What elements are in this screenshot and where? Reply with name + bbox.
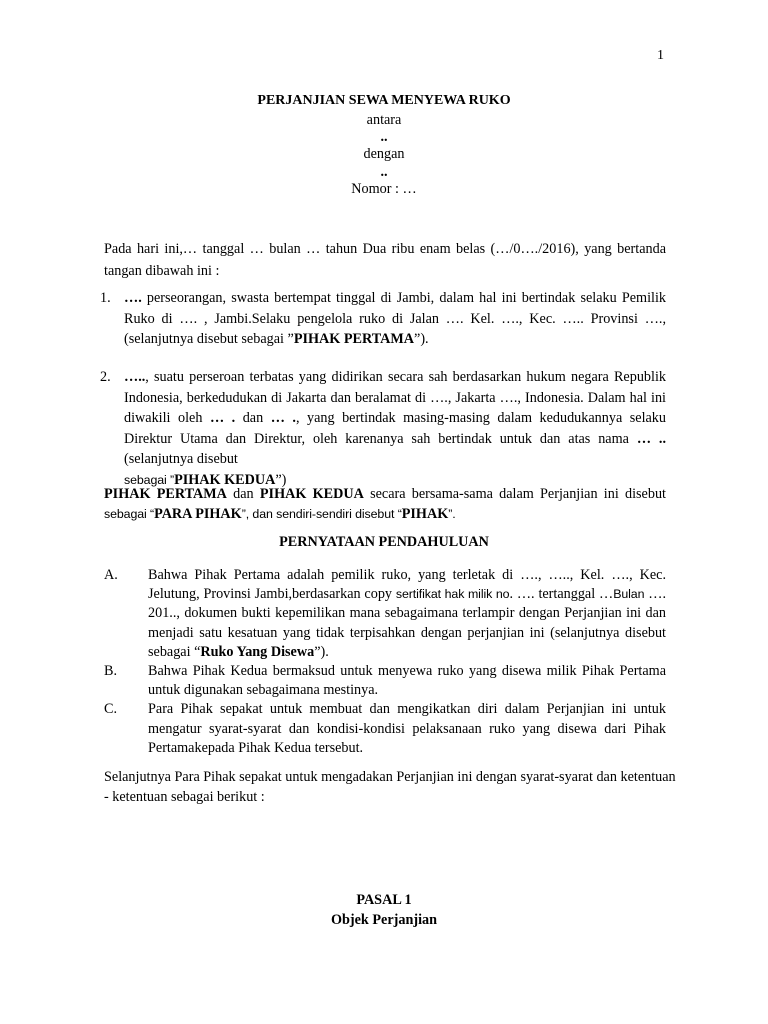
party-1-role: PIHAK PERTAMA (293, 331, 415, 347)
header-party-placeholder-1: .. (380, 129, 388, 145)
recital-a-part-1: Bahwa Pihak Pertama adalah pemilik ruko, yang terletak di …., ….., Kel. …., Kec. Jelutung, Provinsi Jambi,berdasarkan copy (148, 567, 666, 603)
header-nomor: Nomor : … (351, 180, 417, 197)
intro-paragraph (104, 238, 666, 282)
recital-item-a (104, 566, 666, 662)
para-pihak-line-1 (104, 484, 666, 504)
header-dengan: dengan (363, 146, 405, 162)
party-2-rep-2: … . (270, 410, 296, 426)
party-2-description-b: , yang bertindak masing-masing dalam kedudukannya selaku Direktur Utama dan Direktur, oleh karenanya sah bertindak untuk dan atas nama (124, 410, 666, 447)
party-2-rep-1: … . (209, 410, 236, 426)
recital-list (104, 566, 666, 758)
party-number-2: 2. (100, 369, 111, 385)
intro-line-2: tangan dibawah ini : (104, 263, 220, 279)
intro-line-1: Pada hari ini,… tanggal … bulan … tahun Dua ribu enam belas (…/0…./2016), yang bertanda (104, 241, 666, 257)
document-header (0, 92, 768, 198)
para-pihak-kedua: PIHAK KEDUA (259, 486, 364, 502)
header-party-placeholder-2: .. (380, 163, 388, 180)
para-pihak-line-2 (104, 504, 666, 524)
party-2-description: , suatu perseroan terbatas yang didirikan secara sah berdasarkan hukum negara Republik Indonesia, berkedudukan di Jakarta dan beralamat di …., Jakarta …., Indonesia. Dalam hal ini diwakili oleh (124, 369, 666, 426)
recital-item-b (104, 662, 666, 700)
party-2-rep-3: … .. (636, 430, 666, 447)
pasal-heading (0, 890, 768, 930)
pasal-title: Objek Perjanjian (330, 912, 437, 928)
recital-a-part-3: …. 201.., dokumen bukti kepemilikan mana sebagaimana terlampir dengan Perjanjian ini dan menjadi satu kesatuan yang tidak terpisahkan dengan perjanjian ini (selanjutnya disebut sebagai “ (148, 586, 666, 660)
header-antara: antara (366, 111, 402, 128)
para-pihak-text: secara bersama-sama dalam Perjanjian ini disebut (363, 486, 666, 502)
party-2-description-c: (selanjutnya disebut (124, 451, 238, 467)
party-text-1 (124, 288, 666, 350)
recital-a-ruko: Ruko Yang Disewa (200, 643, 315, 660)
para-pihak-label: PARA PIHAK (154, 506, 242, 522)
party-2-and: dan (235, 410, 271, 426)
para-pihak-close: ”. (448, 507, 456, 521)
pihak-label: PIHAK (401, 506, 449, 522)
recital-a-close: ”). (314, 643, 329, 660)
recital-label-b: B. (104, 663, 118, 680)
para-pihak-pertama: PIHAK PERTAMA (104, 486, 227, 502)
party-1-close: ”). (414, 331, 429, 347)
pernyataan-title: PERNYATAAN PENDAHULUAN (279, 534, 489, 550)
party-number-1: 1. (100, 290, 111, 306)
recital-label-a: A. (104, 567, 118, 583)
recital-a-part-2: . …. tertanggal … (509, 586, 614, 603)
closing-line-2: - ketentuan sebagai berikut : (104, 789, 265, 805)
party-item-2 (100, 367, 666, 490)
closing-line-1: Selanjutnya Para Pihak sepakat untuk mengadakan Perjanjian ini dengan syarat-syarat dan ketentuan (104, 769, 676, 785)
party-item-1 (100, 288, 666, 350)
party-text-2 (124, 367, 666, 490)
recital-a-bulan: Bulan (613, 587, 645, 602)
recital-label-c: C. (104, 701, 118, 718)
para-pihak-paragraph (104, 484, 666, 524)
pasal-number: PASAL 1 (356, 892, 412, 908)
document-title: PERJANJIAN SEWA MENYEWA RUKO (257, 93, 511, 108)
para-pihak-sebagai: sebagai “ (104, 507, 155, 521)
party-2-sebagai: sebagai ” (124, 472, 175, 487)
recital-item-c (104, 700, 666, 758)
party-1-name: …. (124, 290, 147, 306)
recital-text-a (148, 566, 666, 662)
recital-text-c: Para Pihak sepakat untuk membuat dan mengikatkan diri dalam Perjanjian ini untuk mengatur syarat-syarat dan kondisi-kondisi pelaksanaan ruko yang disewa dari Pihak Pertamakepada Pihak Kedua tersebut. (148, 701, 666, 756)
para-pihak-sendiri: ”, dan sendiri-sendiri disebut “ (241, 507, 402, 521)
recital-a-sertifikat: sertifikat hak milik no (395, 587, 510, 602)
party-2-role: PIHAK KEDUA (174, 471, 276, 488)
page-number: 1 (657, 48, 664, 63)
para-pihak-and: dan (226, 486, 260, 502)
closing-paragraph (104, 767, 676, 807)
recital-text-b: Bahwa Pihak Kedua bermaksud untuk menyewa ruko yang disewa milik Pihak Pertama untuk digunakan sebagaimana mestinya. (148, 663, 666, 699)
party-1-description: perseorangan, swasta bertempat tinggal di Jambi, dalam hal ini bertindak selaku Pemilik Ruko di …. , Jambi.Selaku pengelola ruko di Jalan …. Kel. …., Kec. ….. Provinsi ….,(selanjutnya disebut sebagai ” (124, 290, 667, 347)
party-2-name: ….. (124, 369, 146, 385)
party-2-close: ”) (275, 471, 287, 488)
